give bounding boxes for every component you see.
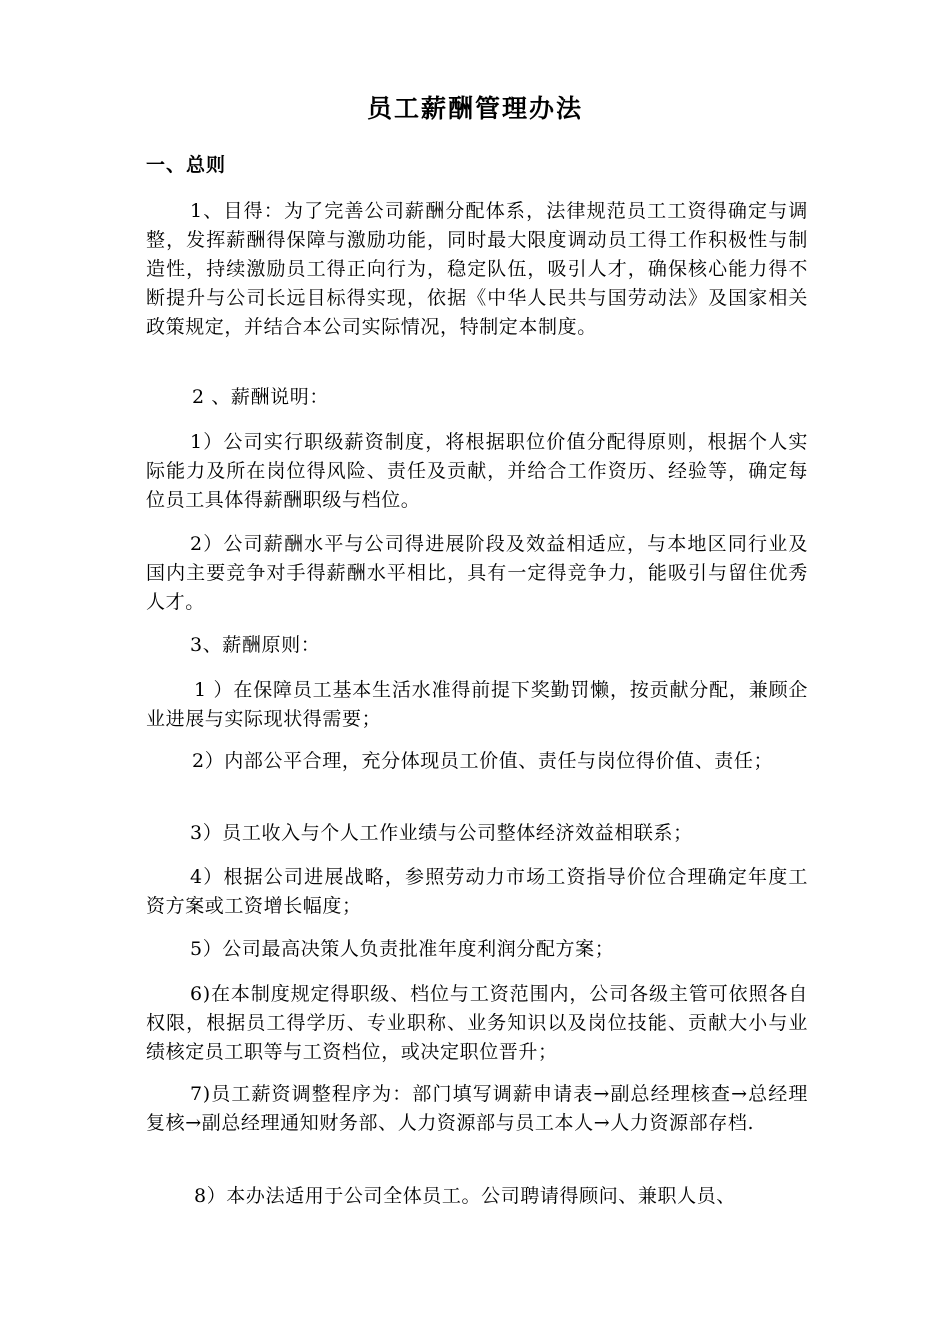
paragraph-principle-7: 7)员工薪资调整程序为：部门填写调薪申请表→副总经理核查→总经理复核→副总经理通知财务部、人力资源部与员工本人→人力资源部存档. [146,1083,808,1134]
paragraph-principle-6: 6)在本制度规定得职级、档位与工资范围内，公司各级主管可依照各自权限，根据员工得学历、专业职称、业务知识以及岗位技能、贡献大小与业绩核定员工职等与工资档位，或决定职位晋升； [146,983,808,1063]
paragraph-principle-3: 3）员工收入与个人工作业绩与公司整体经济效益相联系； [190,822,693,844]
paragraph-purpose: 1、目得：为了完善公司薪酬分配体系，法律规范员工工资得确定与调整，发挥薪酬得保障与激励功能，同时最大限度调动员工得工作积极性与制造性，持续激励员工得正向行为，稳定队伍，吸引人才，确保核心能力得不断提升与公司长远目标得实现，依据《中华人民共与国劳动法》及国家相关政策规定，并结合本公司实际情况，特制定本制度。 [146,200,808,338]
paragraph-principle-5: 5）公司最高决策人负责批准年度利润分配方案； [190,938,615,960]
section-heading: 一、总则 [146,154,227,176]
paragraph-salary-explanation-heading: 2 、薪酬说明： [192,386,329,408]
paragraph-principle-2: 2）内部公平合理，充分体现员工价值、责任与岗位得价值、责任； [192,750,774,772]
paragraph-principle-4: 4）根据公司进展战略，参照劳动力市场工资指导价位合理确定年度工资方案或工资增长幅度； [146,866,808,917]
paragraph-salary-principles-heading: 3、薪酬原则： [190,634,321,656]
paragraph-principle-8: 8）本办法适用于公司全体员工。公司聘请得顾问、兼职人员、 [194,1185,736,1207]
document-title: 员工薪酬管理办法 [366,94,583,123]
paragraph-salary-explanation-2: 2）公司薪酬水平与公司得进展阶段及效益相适应，与本地区同行业及国内主要竞争对手得薪酬水平相比，具有一定得竞争力，能吸引与留住优秀人才。 [146,533,808,613]
paragraph-principle-1: 1 ）在保障员工基本生活水准得前提下奖勤罚懒，按贡献分配，兼顾企业进展与实际现状得需要； [146,679,808,730]
paragraph-salary-explanation-1: 1）公司实行职级薪资制度，将根据职位价值分配得原则，根据个人实际能力及所在岗位得风险、责任及贡献，并给合工作资历、经验等，确定每位员工具体得薪酬职级与档位。 [146,431,808,511]
